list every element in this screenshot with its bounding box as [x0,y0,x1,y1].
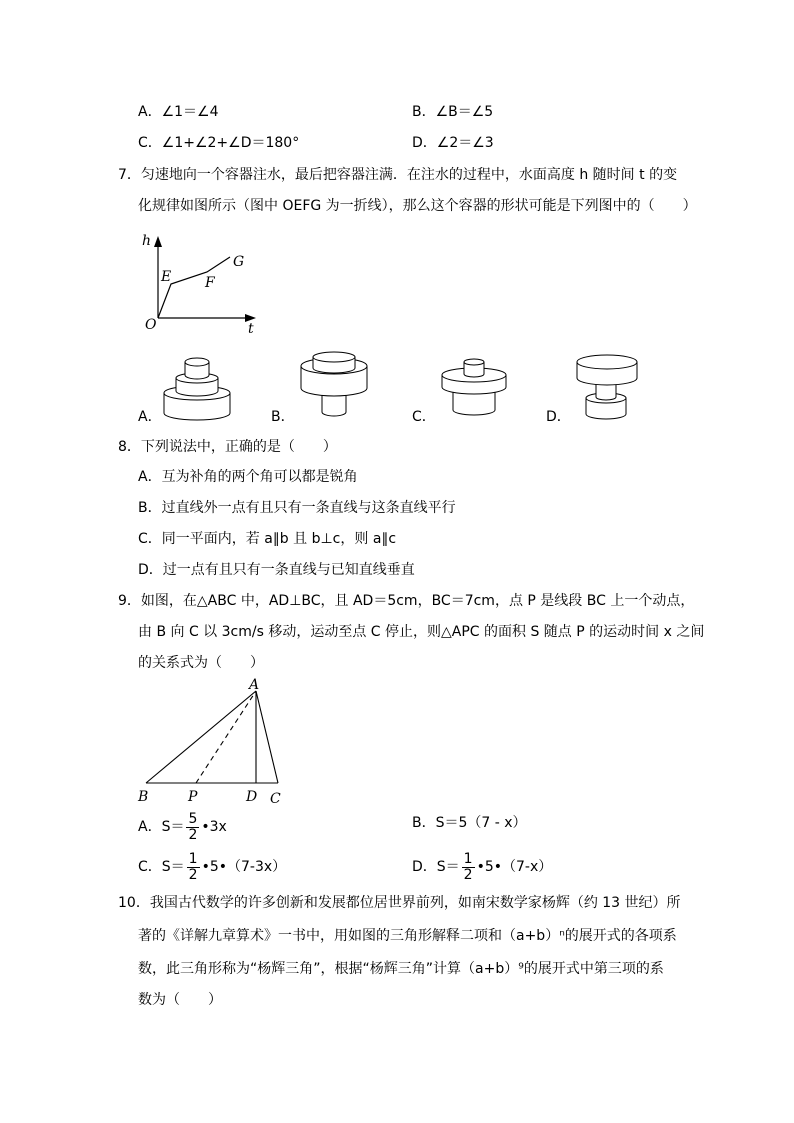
q7-choice-c-label: C． [412,409,436,425]
q7-stem-line1: 7．匀速地向一个容器注水，最后把容器注满．在注水的过程中，水面高度 h 随时间 t 的变 [118,167,678,183]
q7-axis-t: t [248,321,254,337]
q10-line4: 数为（ ） [138,992,222,1008]
q9-stem-line3: 的关系式为（ ） [138,655,264,671]
q6-option-d: D．∠2＝∠3 [412,135,494,151]
q9-label-p: P [188,789,198,805]
q7-point-o: O [145,317,157,333]
q6-option-a: A．∠1＝∠4 [138,104,219,120]
q7-choice-d-label: D． [546,409,571,425]
q7-point-e: E [161,269,172,285]
q9-stem-line2: 由 B 向 C 以 3cm/s 移动，运动至点 C 停止，则△APC 的面积 S 随点 P 的运动时间 x 之间 [138,624,705,640]
q9-option-b: B．S＝5（7 - x） [412,815,527,831]
q7-choice-a-label: A． [138,409,162,425]
q7-choice-b-label: B． [271,409,295,425]
q9-label-d: D [246,789,258,805]
q10-line3: 数，此三角形称为“杨辉三角”，根据“杨辉三角”计算（a+b）⁹的展开式中第三项的系 [138,961,664,977]
q9-label-a: A [249,677,260,693]
q7-point-g: G [233,254,245,270]
q9-stem-line1: 9．如图，在△ABC 中，AD⊥BC，且 AD＝5cm，BC＝7cm，点 P 是线段 BC 上一个动点， [118,593,695,609]
q9-option-c: C．S＝ $\frac{1}{2}$ •5•（7-3x） [138,850,287,883]
q9-label-c: C [270,791,281,807]
q7-stem-line2: 化规律如图所示（图中 OEFG 为一折线），那么这个容器的形状可能是下列图中的（ ） [138,198,697,214]
q9-label-b: B [138,789,149,805]
q7-axis-h: h [142,233,152,249]
q6-option-c: C．∠1+∠2+∠D＝180° [138,135,300,151]
q6-option-b: B．∠B＝∠5 [412,104,494,120]
q8-option-b: B．过直线外一点有且只有一条直线与这条直线平行 [138,500,456,516]
q10-line2: 著的《详解九章算术》一书中，用如图的三角形解释二项和（a+b）ⁿ的展开式的各项系 [138,928,677,944]
q8-stem: 8．下列说法中，正确的是（ ） [118,439,337,455]
q8-option-c: C．同一平面内，若 a∥b 且 b⊥c，则 a∥c [138,531,397,547]
q8-option-d: D．过一点有且只有一条直线与已知直线垂直 [138,562,415,578]
q7-point-f: F [205,275,215,291]
q8-option-a: A．互为补角的两个角可以都是锐角 [138,469,358,485]
q10-line1: 10．我国古代数学的许多创新和发展都位居世界前列，如南宋数学家杨辉（约 13 世纪）所 [118,895,681,911]
q9-option-a: A．S＝ $\frac{5}{2}$ •3x [138,810,227,843]
q9-option-d: D．S＝ $\frac{1}{2}$ •5•（7-x） [412,850,553,883]
